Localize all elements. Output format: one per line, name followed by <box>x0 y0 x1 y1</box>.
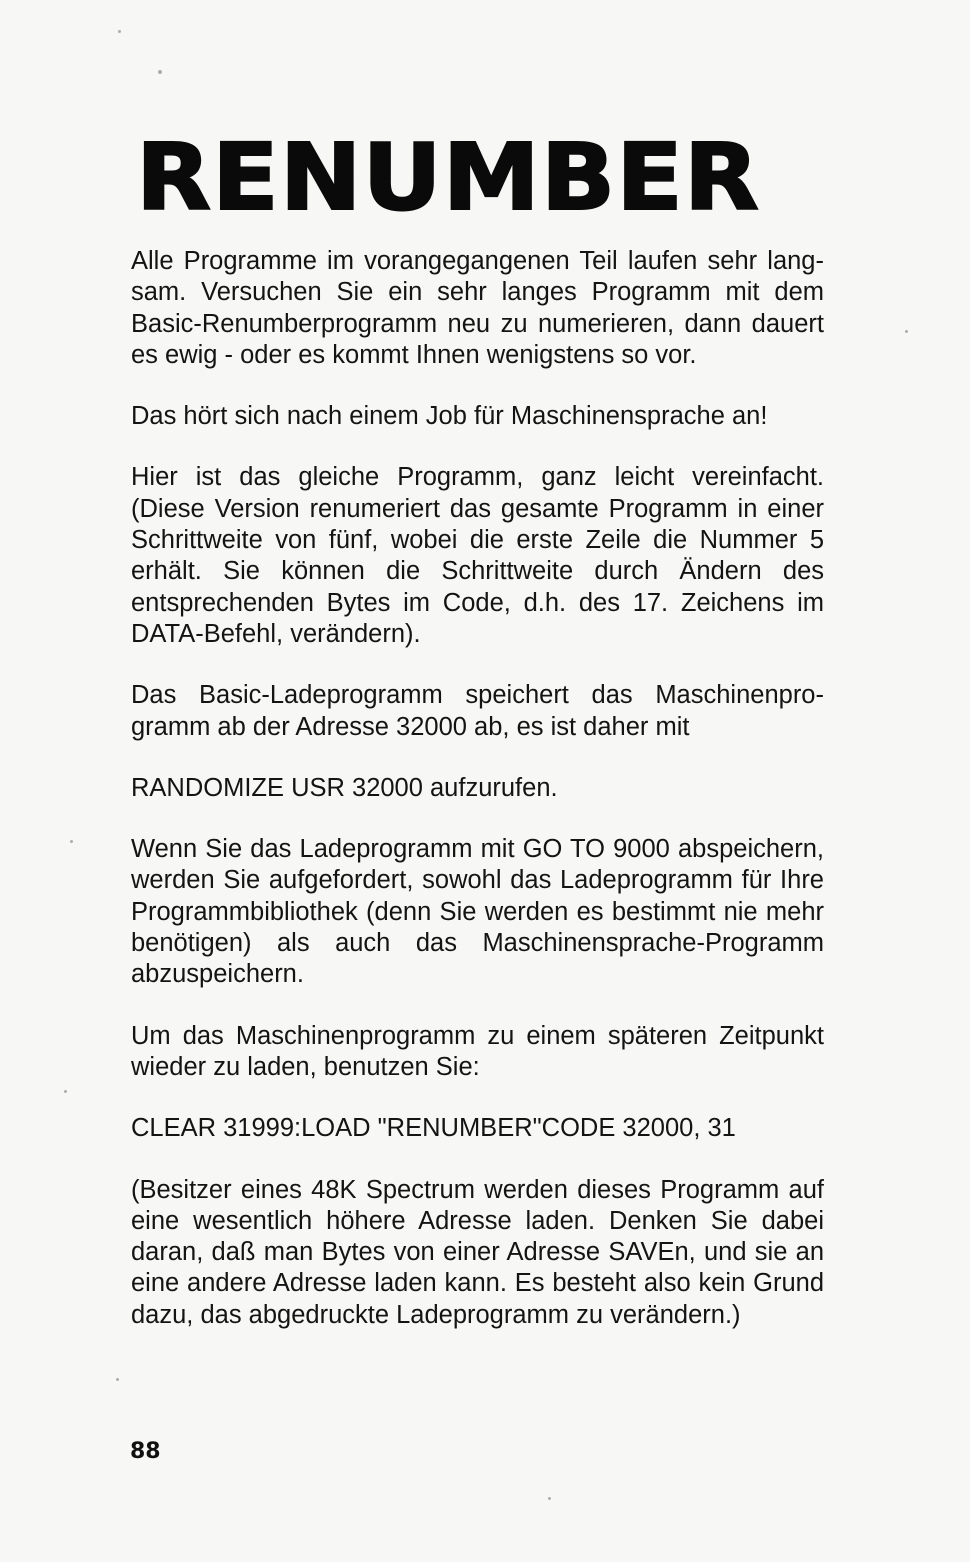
chapter-heading: RENUMBER <box>136 124 761 231</box>
paragraph-machine-code-job: Das hört sich nach einem Job für Maschinensprache an! <box>131 402 768 431</box>
scan-speck <box>64 1090 67 1093</box>
scan-speck <box>548 1497 551 1500</box>
paragraph-save-loader: Wenn Sie das Ladeprogramm mit GO TO 9000 abspeichern, werden Sie aufgefordert, sowohl das Ladeprogramm für Ihre Programmbibliothek (denn Sie werden es bestimmt nie mehr benötigen) als auch das Maschinensprache-Programm abzuspeichern. <box>131 835 824 989</box>
paragraph-loader-address: Das Basic-Ladeprogramm speichert das Maschinenprogramm ab der Adresse 32000 ab, es ist daher mit <box>131 681 824 741</box>
paragraph-reload-instructions: Um das Maschinenprogramm zu einem späteren Zeitpunkt wieder zu laden, benutzen Sie: <box>131 1021 824 1081</box>
chapter-body <box>131 246 824 1361</box>
scan-speck <box>158 70 162 74</box>
paragraph-48k-note: (Besitzer eines 48K Spectrum werden dieses Programm auf eine wesentlich höhere Adresse laden. Denken Sie dabei daran, daß man Bytes von einer Adresse SAVEn, und sie an eine andere Adresse laden kann. Es besteht also kein Grund dazu, das abgedruckte Ladeprogramm zu verändern.) <box>131 1175 824 1329</box>
scan-speck <box>116 1378 119 1381</box>
scan-speck <box>905 330 908 333</box>
page-number: 88 <box>130 1439 161 1464</box>
paragraph-intro: Alle Programme im vorangegangenen Teil laufen sehr langsam. Versuchen Sie ein sehr langes Programm mit dem Basic-Renumberprogramm neu zu numerieren, dann dauert es ewig - oder es kommt Ihnen wenigstens so vor. <box>131 247 824 369</box>
scan-speck <box>70 840 73 843</box>
paragraph-simplified-program: Hier ist das gleiche Programm, ganz leicht vereinfacht. (Diese Version renumeriert das gesamte Programm in einer Schrittweite von fünf, wobei die erste Zeile die Nummer 5 erhält. Sie können die Schrittweite durch Ändern des entsprechenden Bytes im Code, d.h. des 17. Zeichens im DATA-Befehl, verändern). <box>131 463 824 648</box>
scan-speck <box>118 30 121 33</box>
paragraph-clear-load-command: CLEAR 31999:LOAD "RENUMBER"CODE 32000, 31 <box>131 1114 736 1143</box>
paragraph-randomize-command: RANDOMIZE USR 32000 aufzurufen. <box>131 773 558 802</box>
